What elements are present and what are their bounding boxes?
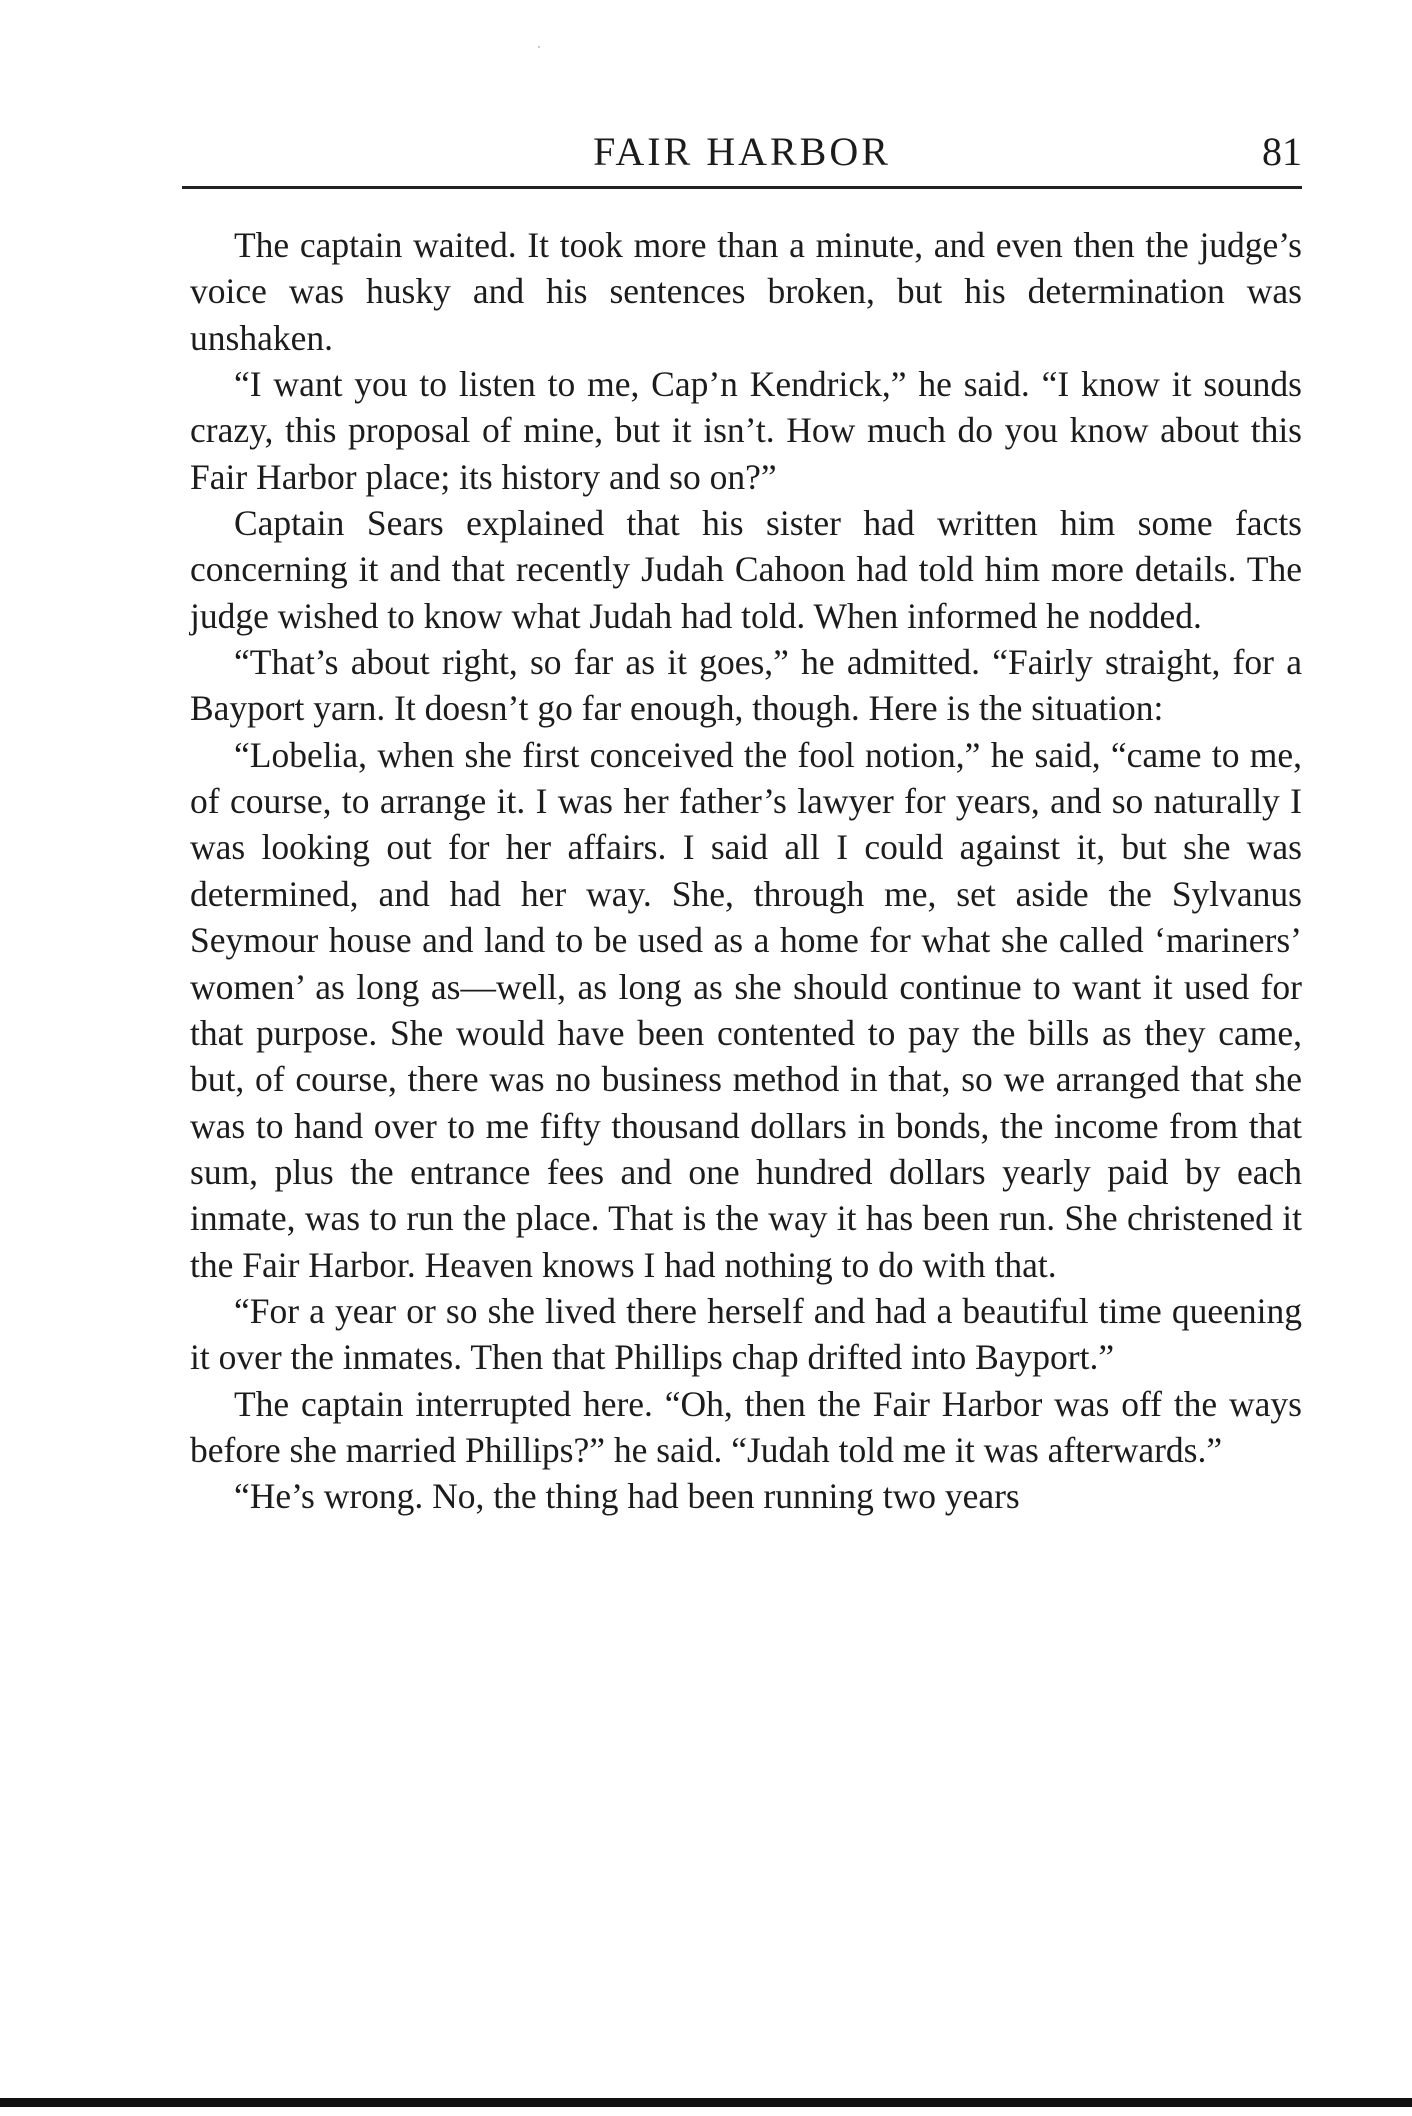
- body-text: [190, 222, 1302, 1520]
- page-number: 81: [1262, 129, 1302, 174]
- paragraph: “Lobelia, when she first conceived the fool notion,” he said, “came to me, of course, to arrange it. I was her father’s lawyer for years, and so naturally I was looking out for her affairs. I said all I could against it, but she was determined, and had her way. She, through me, set aside the Sylvanus Seymour house and land to be used as a home for what she called ‘mariners’ women’ as long as—well, as long as she should continue to want it used for that purpose. She would have been contented to pay the bills as they came, but, of course, there was no business method in that, so we arranged that she was to hand over to me fifty thousand dollars in bonds, the income from that sum, plus the entrance fees and one hundred dollars yearly paid by each inmate, was to run the place. That is the way it has been run. She christened it the Fair Harbor. Heaven knows I had nothing to do with that.: [190, 734, 1302, 1285]
- paragraph: “I want you to listen to me, Cap’n Kendrick,” he said. “I know it sounds crazy, this proposal of mine, but it isn’t. How much do you know about this Fair Harbor place; its history and so on?”: [190, 364, 1302, 497]
- paragraph: “He’s wrong. No, the thing had been running two years: [234, 1476, 1020, 1517]
- running-head: [182, 128, 1302, 188]
- paragraph: “That’s about right, so far as it goes,” he admitted. “Fairly straight, for a Bayport yarn. It doesn’t go far enough, though. Here is the situation:: [190, 642, 1302, 729]
- paper-speck: [538, 46, 540, 48]
- paragraph: The captain interrupted here. “Oh, then the Fair Harbor was off the ways before she married Phillips?” he said. “Judah told me it was afterwards.”: [190, 1383, 1302, 1470]
- paragraph: The captain waited. It took more than a minute, and even then the judge’s voice was husky and his sentences broken, but his determination was unshaken.: [190, 225, 1302, 358]
- paragraph: “For a year or so she lived there herself and had a beautiful time queening it over the inmates. Then that Phillips chap drifted into Bayport.”: [190, 1290, 1302, 1378]
- running-title: FAIR HARBOR: [593, 129, 891, 174]
- scan-bottom-edge: [0, 2098, 1412, 2107]
- header-rule: [182, 186, 1302, 189]
- paragraph: Captain Sears explained that his sister had written him some facts concerning it and that recently Judah Cahoon had told him more details. The judge wished to know what Judah had told. When informed he nodded.: [190, 503, 1302, 636]
